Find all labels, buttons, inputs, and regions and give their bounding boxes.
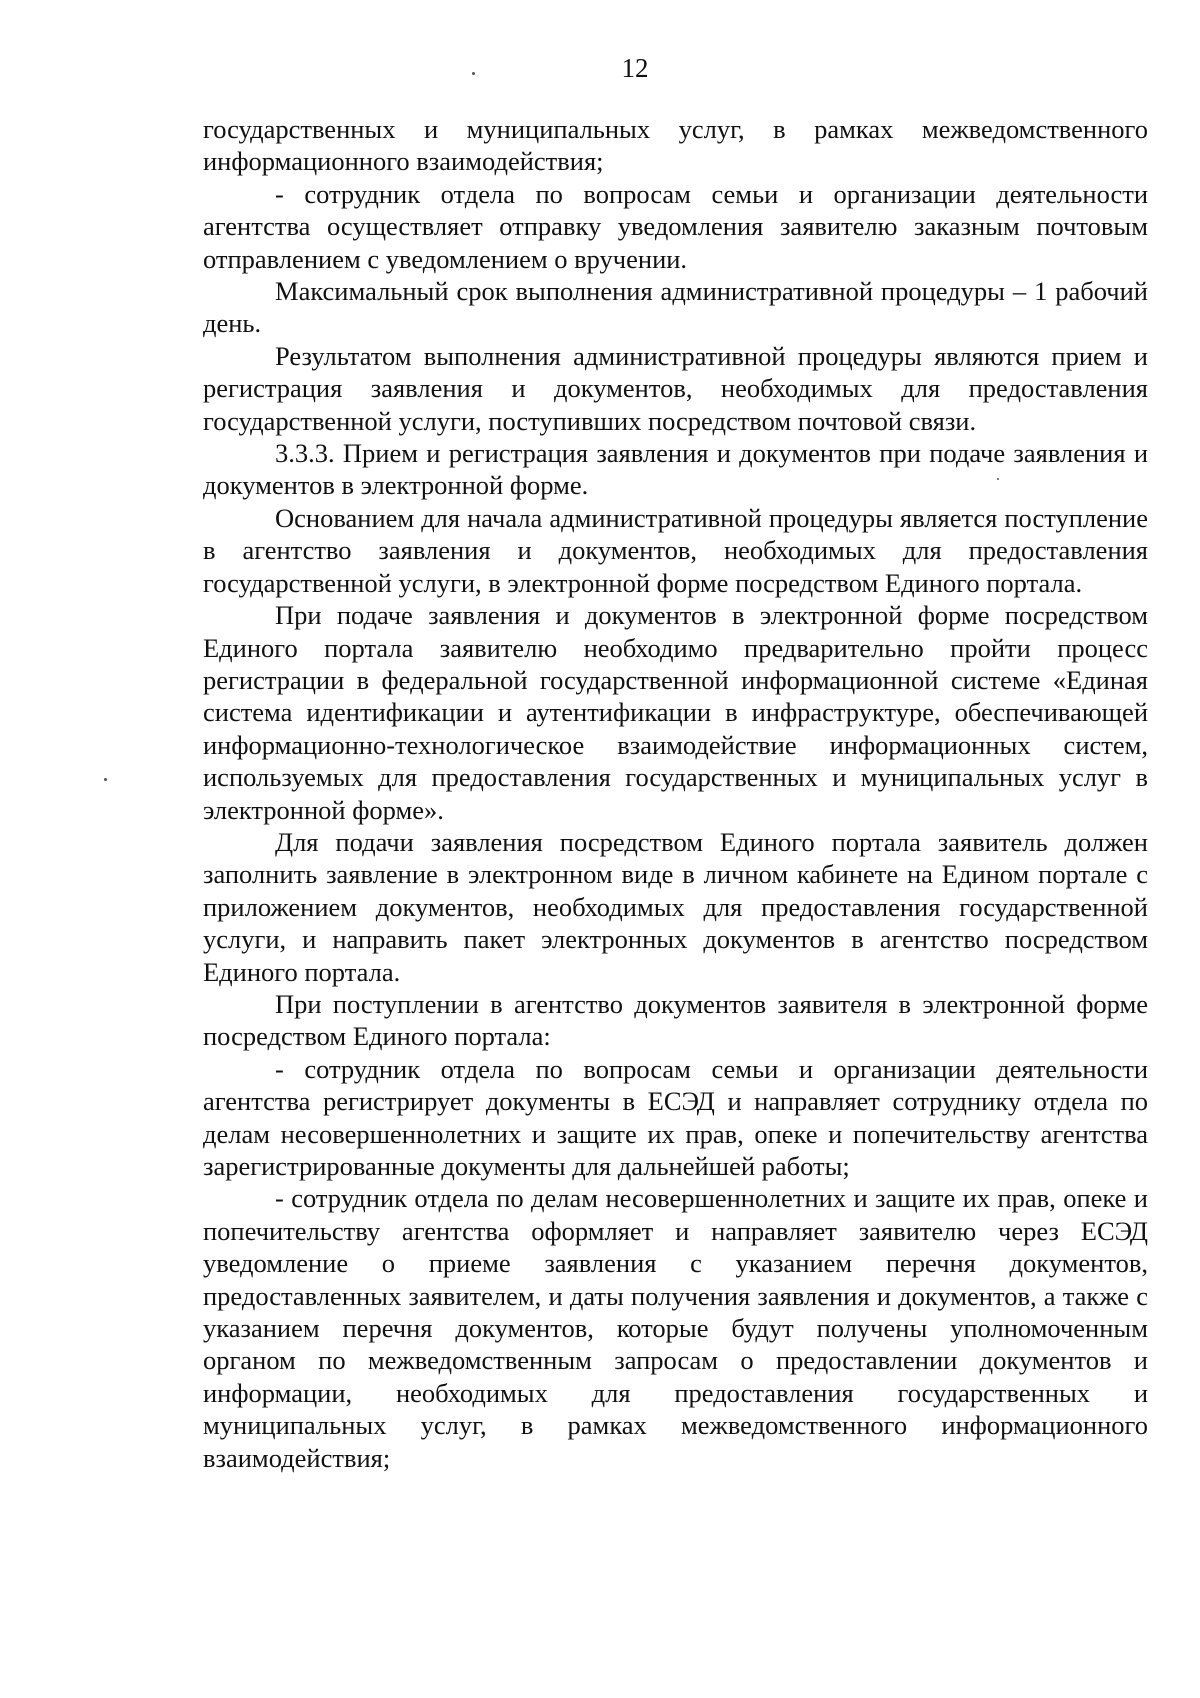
- scan-speck: [997, 478, 999, 480]
- paragraph-9: При поступлении в агентство документов заявителя в электронной форме посредством Единого портала:: [203, 988, 1148, 1052]
- section-heading-3-3-3: 3.3.3. Прием и регистрация заявления и документов при подаче заявления и документов в электронной форме.: [203, 438, 1148, 501]
- paragraph-8: Для подачи заявления посредством Единого портала заявитель должен заполнить заявление в электронном виде в личном кабинете на Едином портале с приложением документов, необходимых для предоставления государственной услуги, и направить пакет электронных документов в агентство посредством Единого портала.: [203, 826, 1148, 987]
- scan-speck: [472, 72, 475, 75]
- paragraph-2: - сотрудник отдела по вопросам семьи и организации деятельности агентства осуществляет отправку уведомления заявителю заказным почтовым отправлением с уведомлением о вручении.: [203, 178, 1148, 274]
- paragraph-3: Максимальный срок выполнения административной процедуры – 1 рабочий день.: [203, 276, 1148, 339]
- paragraph-6: Основанием для начала административной процедуры является поступление в агентство заявления и документов, необходимых для предоставления государственной услуги, в электронной форме посредством Единого портала.: [203, 502, 1148, 598]
- paragraph-4: Результатом выполнения административной процедуры являются прием и регистрация заявления и документов, необходимых для предоставления государственной услуги, поступивших посредством почтовой связи.: [203, 340, 1148, 436]
- paragraph-10: - сотрудник отдела по вопросам семьи и организации деятельности агентства регистрирует документы в ЕСЭД и направляет сотруднику отдела по делам несовершеннолетних и защите их прав, опеке и попечительству агентства зарегистрированные документы для дальнейшей работы;: [203, 1053, 1148, 1181]
- paragraph-7: При подаче заявления и документов в электронной форме посредством Единого портала заявителю необходимо предварительно пройти процесс регистрации в федеральной государственной информационной системе «Единая система идентификации и аутентификации в инфраструктуре, обеспечивающей информационно-технологическое взаимодействие информационных систем, используемых для предоставления государственных и муниципальных услуг в электронной форме».: [203, 600, 1148, 825]
- paragraph-11: - сотрудник отдела по делам несовершеннолетних и защите их прав, опеке и попечительству агентства оформляет и направляет заявителю через ЕСЭД уведомление о приеме заявления с указанием перечня документов, предоставленных заявителем, и даты получения заявления и документов, а также с указанием перечня документов, которые будут получены уполномоченным органом по межведомственным запросам о предоставлении документов и информации, необходимых для предоставления государственных и муниципальных услуг, в рамках межведомственного информационного взаимодействия;: [203, 1183, 1148, 1473]
- document-body: [203, 113, 1148, 1474]
- paragraph-1: государственных и муниципальных услуг, в рамках межведомственного информационного взаимодействия;: [203, 114, 1148, 177]
- page-number: 12: [621, 53, 649, 83]
- scan-speck: [104, 778, 107, 781]
